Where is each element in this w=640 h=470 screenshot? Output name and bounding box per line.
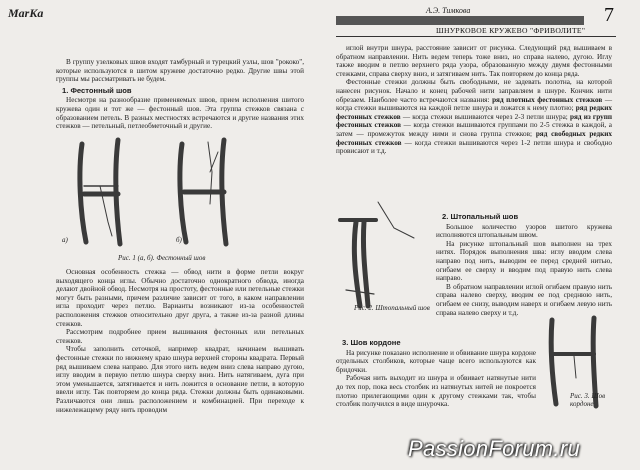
header-band [336, 16, 584, 25]
term-1: ряд плотных фестонных стежков [492, 95, 603, 104]
right-paragraph-4: На рисунке штопальный шов выполнен на трех нитях. Порядок выполнения шва: иглу вводим слева направо под нить, выводим ее перед средней нитью, огибаем ее сверху и вводим под правую нить слева направо. [436, 239, 612, 283]
right-paragraph-5: В обратном направлении иглой огибаем правую нить справа налево сверху, вводим ее под среднюю нить, огибаем ее снизу, выводим наверх и огибаем левую нить справа налево сверху и т.д. [436, 282, 612, 317]
header-title: ШНУРКОВОЕ КРУЖЕВО "ФРИВОЛИТЕ" [436, 26, 586, 35]
header-rule [336, 36, 616, 37]
figure-2-illustration [334, 202, 424, 312]
section-heading-3: 3. Шов кордоне [342, 338, 401, 347]
figure-1-illustration [60, 132, 300, 252]
right-column-middle [436, 210, 612, 317]
watermark: PassionForum.ru [408, 436, 581, 461]
section-heading-1: 1. Фестонный шов [62, 85, 132, 95]
term-1-desc: — когда стежки вышиваются на каждой петле шнура и ложатся к нему плотно; [336, 95, 613, 113]
right-paragraph-3: Большое количество узоров шитого кружева исполняются штопальным швом. [436, 222, 612, 240]
right-paragraph-2 [336, 78, 612, 155]
term-3: ряд из групп фестонных стежков [336, 112, 612, 130]
right-column-top [336, 44, 612, 156]
header-author: А.Э. Тимкова [426, 6, 471, 15]
term-3-desc: — когда стежки вышиваются группами по 2-5 стежка в каждой, а затем — промежуток между ними и снова группа стежков; [336, 121, 612, 138]
right-paragraph-1: иглой внутри шнура, расстояние зависит от рисунка. Следующий ряд вышиваем в обратном направлении. Нить ведем теперь тоже вниз, но справа налево, дугою. Иглу также вводим в петлю верхнего ряда узора, образованную между двумя фестонными стежками, справа сверху вниз, и затягиваем нить. Так повторяем до конца ряда. [336, 44, 612, 78]
right-paragraph-6: На рисунке показано исполнение и обвивание шнура кордоне отдельных столбиков, которые чаще всего используются как бридочки. [336, 348, 536, 374]
right-column-bottom [336, 336, 536, 409]
section-heading-2: 2. Штопальный шов [442, 212, 519, 221]
running-header [336, 6, 616, 40]
right-paragraph-2-text: Фестонные стежки должны быть свободными, не задевать полотна, на которой нанесен рисунок. Начало и конец рабочей нити заправляем в шнуре. Кончик нити обрезаем. Наиболее часто встречаются названия: [336, 78, 612, 104]
paragraph-1: Несмотря на разнообразие применяемых швов, прием исполнения шитого кружева один и тот же — фестонный шов. Эта группа стежков связана с образованием петель. В разных местностях встречаются и другие названия этих стежков — петельный, петлеобметочный и другие. [56, 96, 304, 131]
figure-2-caption: Рис. 2. Штопальный шов [354, 304, 430, 312]
paragraph-2: Основная особенность стежка — обвод нити в форме петли вокруг выходящего конца иглы. Обычно достаточно однократного обвода, иногда делают двойной обвод. Несмотря на простоту, фестонные или петельные стежки могут быть разными, причем различие зависит от того, в каком направлении игла проходит через петлю. Варианты возникают из-за особенностей расположения стежков относительно друг друга, а также из-за разной длины стежков. [56, 268, 304, 328]
term-2: ряд редких фестонных стежков [336, 104, 612, 121]
figure-1a-label: а) [62, 236, 68, 244]
figure-1a-cord [80, 140, 120, 244]
page-number: 7 [604, 4, 614, 26]
term-2-desc: — когда стежки вышиваются через 2-3 петли шнура; [400, 112, 570, 121]
term-4: ряд свободных редких фестонных стежков [336, 129, 612, 147]
right-paragraph-7: Рабочая нить выходит из шнура и обвивает натянутые нити до тех пор, пока весь столбик из натянутых нитей не покроется плотно прилегающими один к другому стежками так, чтобы столбик получился в виде шнурочка. [336, 374, 536, 409]
left-column-top [56, 58, 304, 131]
paragraph-3: Рассмотрим подробнее прием вышивания фестонных или петельных стежков. [56, 328, 304, 345]
figure-3-caption: Рис. 3. Шов кордоне [570, 392, 606, 408]
intro-paragraph: В группу узелковых швов входят тамбурный и турецкий узлы, шов "рококо", которые используются в шитом кружеве достаточно редко. Другие швы этой группы мы рассматривать не будем. [56, 58, 304, 84]
figure-1b-label: б) [176, 236, 182, 244]
term-4-desc: — когда стежки вышиваются через 1-2 петли шнура и свободно провисают и т.д. [336, 138, 612, 156]
left-column-bottom [56, 268, 304, 414]
paragraph-4: Чтобы заполнить сеточкой, например квадрат, начинаем вышивать фестонные стежки по нижнему краю шнура верхней стороны квадрата. Первый ряд вышиваем слева направо. Для этого нить ведем вниз слева направо дугою, иглу вводим в первую петлю шнура сверху вниз. Нить натягиваем, дуга при этом уменьшается, затягивается и нить ложится в основание петли, в которую ввели иглу. Так повторяем до конца ряда. Стежки должны быть одинаковыми. Различаются они лишь расположением и комбинацией. При переходе к нижележащему ряду нить проводим [56, 345, 304, 414]
header-brand: МarKa [8, 6, 44, 20]
figure-1b-cord [180, 140, 226, 244]
figure-1-caption: Рис. 1 (а, б). Фестонный шов [118, 254, 206, 262]
